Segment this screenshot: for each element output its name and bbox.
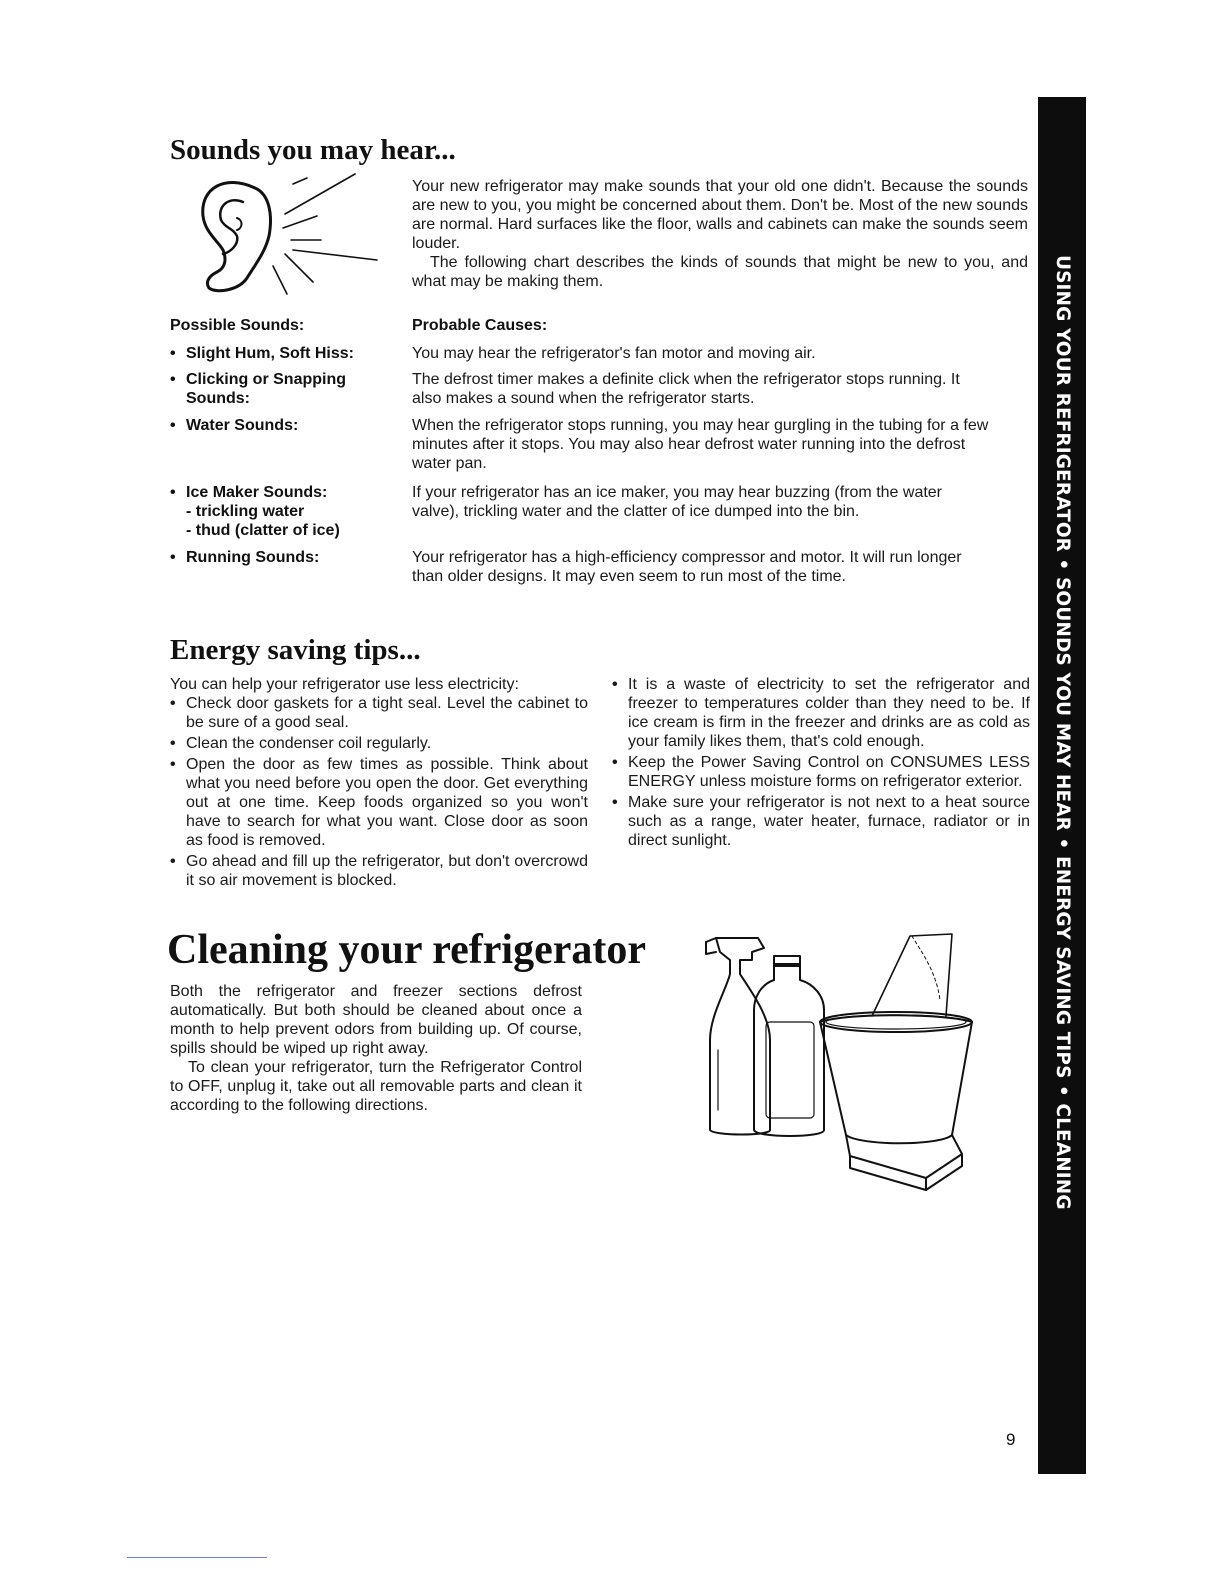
sidebar-tab xyxy=(1038,97,1086,1474)
probable-causes-header: Probable Causes: xyxy=(412,317,548,334)
sound-cause: When the refrigerator stops running, you may hear gurgling in the tubing for a few minutes after it stops. You may also hear defrost water running into the defrost water pan. xyxy=(412,417,989,472)
sound-row xyxy=(170,344,1030,363)
energy-heading: Energy saving tips... xyxy=(170,634,421,666)
sound-label xyxy=(170,483,406,540)
sidebar-title: USING YOUR REFRIGERATOR • SOUNDS YOU MAY HEAR • ENERGY SAVING TIPS • CLEANING xyxy=(1052,255,1073,1210)
sound-cause: The defrost timer makes a definite click when the refrigerator stops running. It also makes a sound when the refrigerator starts. xyxy=(412,371,960,407)
sound-label: • Running Sounds: xyxy=(170,548,396,567)
sound-label-sub: - thud (clatter of ice) xyxy=(186,522,340,539)
sound-cause: Your refrigerator has a high-efficiency compressor and motor. It will run longer than older designs. It may even seem to run most of the time. xyxy=(412,549,962,585)
sound-cause: You may hear the refrigerator's fan motor and moving air. xyxy=(412,345,816,362)
possible-sounds-header: Possible Sounds: xyxy=(170,317,305,334)
sound-label: • Slight Hum, Soft Hiss: xyxy=(170,344,406,363)
energy-tip: • Check door gaskets for a tight seal. Level the cabinet to be sure of a good seal. xyxy=(170,694,588,732)
sound-row xyxy=(170,483,1030,540)
cleaning-heading: Cleaning your refrigerator xyxy=(167,927,647,973)
sound-cause: If your refrigerator has an ice maker, you may hear buzzing (from the water valve), trickling water and the clatter of ice dumped into the bin. xyxy=(412,484,943,520)
sound-row xyxy=(170,370,1030,408)
cleaning-supplies-illustration xyxy=(700,930,980,1200)
energy-tips-right xyxy=(612,675,1030,852)
cleaning-text xyxy=(170,982,582,1115)
sounds-heading: Sounds you may hear... xyxy=(170,134,456,166)
bottom-rule xyxy=(127,1557,267,1558)
energy-tip: • Clean the condenser coil regularly. xyxy=(170,734,588,753)
energy-tip: • Keep the Power Saving Control on CONSUMES LESS ENERGY unless moisture forms on refrigerator exterior. xyxy=(612,753,1030,791)
sound-label: • Water Sounds: xyxy=(170,416,396,435)
sound-label-sub: - trickling water xyxy=(186,503,305,520)
sound-row xyxy=(170,548,1030,585)
sound-label: • Clicking or Snapping Sounds: xyxy=(170,370,396,408)
sounds-table xyxy=(170,316,1030,616)
ear-icon xyxy=(195,170,385,300)
sounds-intro xyxy=(412,177,1028,291)
energy-tip: • Open the door as few times as possible. Think about what you need before you open the door. Get everything out at one time. Keep foods organized so you won't have to search for what you want. Close door as soon as food is removed. xyxy=(170,755,588,850)
sound-label-main: • Ice Maker Sounds: xyxy=(186,484,328,501)
energy-tip: • It is a waste of electricity to set the refrigerator and freezer to temperatures colder than they need to be. If ice cream is firm in the freezer and drinks are as cold as your family likes them, that's cold enough. xyxy=(612,675,1030,751)
page-number: 9 xyxy=(1006,1430,1016,1449)
cleaning-p2: To clean your refrigerator, turn the Refrigerator Control to OFF, unplug it, take out all removable parts and clean it according to the following directions. xyxy=(170,1059,582,1114)
energy-tip: • Make sure your refrigerator is not next to a heat source such as a range, water heater, furnace, radiator or in direct sunlight. xyxy=(612,793,1030,850)
cleaning-p1: Both the refrigerator and freezer sections defrost automatically. But both should be cleaned about once a month to help prevent odors from building up. Of course, spills should be wiped up right away. xyxy=(170,983,582,1057)
sounds-intro-p1: Your new refrigerator may make sounds that your old one didn't. Because the sounds are new to you, you might be concerned about them. Don't be. Most of the new sounds are normal. Hard surfaces like the floor, walls and cabinets can make the sounds seem louder. xyxy=(412,178,1028,252)
energy-intro: You can help your refrigerator use less electricity: xyxy=(170,676,519,693)
sounds-intro-p2: The following chart describes the kinds of sounds that might be new to you, and what may be making them. xyxy=(412,254,1028,290)
sound-row xyxy=(170,416,1030,472)
energy-tips-left xyxy=(170,675,588,892)
energy-tip: • Go ahead and fill up the refrigerator, but don't overcrowd it so air movement is blocked. xyxy=(170,852,588,890)
